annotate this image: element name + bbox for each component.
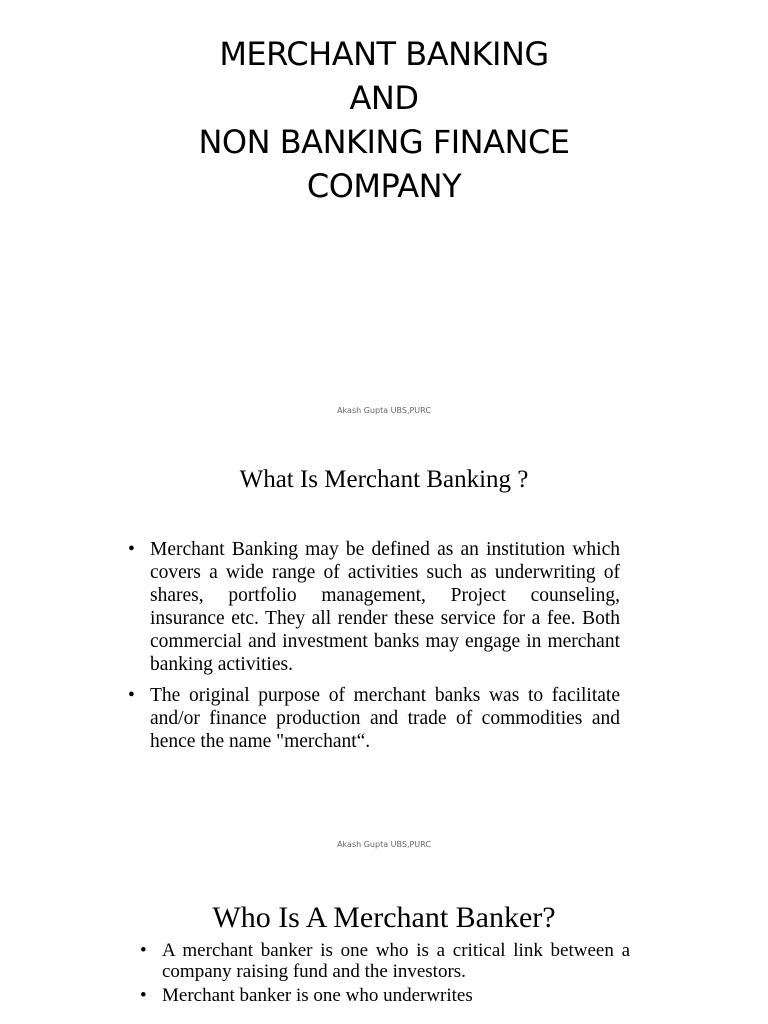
bullet-text: The original purpose of merchant banks was to facilitate and/or finance production and trade of commodities and hence the name "merchant“.	[150, 685, 620, 752]
bullet-item	[128, 538, 620, 676]
merchant-banker-slide	[0, 855, 768, 1024]
title-line: AND	[349, 79, 419, 117]
bullet-list	[140, 940, 630, 1009]
slide-footer: Akash Gupta UBS,PURC	[337, 406, 431, 415]
bullet-icon: •	[128, 539, 135, 560]
slide-footer: Akash Gupta UBS,PURC	[337, 840, 431, 849]
merchant-banking-definition-slide	[0, 430, 768, 855]
slide-heading: What Is Merchant Banking ?	[239, 466, 529, 493]
bullet-text: A merchant banker is one who is a critical link between a company raising fund and the investors.	[162, 940, 630, 982]
bullet-icon: •	[140, 985, 147, 1006]
bullet-item	[140, 985, 630, 1006]
title-line: NON BANKING FINANCE	[198, 123, 570, 161]
title-line: COMPANY	[306, 167, 462, 205]
title-line: MERCHANT BANKING	[219, 35, 549, 73]
slide-heading: Who Is A Merchant Banker?	[212, 901, 556, 934]
bullet-text: Merchant banker is one who underwrites	[162, 985, 473, 1006]
bullet-text: Merchant Banking may be defined as an institution which covers a wide range of activities such as underwriting of shares, portfolio management, Project counseling, insurance etc. They all render these service for a fee. Both commercial and investment banks may engage in merchant banking activities.	[150, 539, 620, 675]
bullet-item	[128, 684, 620, 753]
bullet-icon: •	[128, 685, 135, 706]
bullet-item	[140, 940, 630, 982]
deck-title	[0, 32, 768, 208]
title-slide	[0, 0, 768, 430]
bullet-list	[128, 538, 620, 761]
bullet-icon: •	[140, 940, 147, 961]
